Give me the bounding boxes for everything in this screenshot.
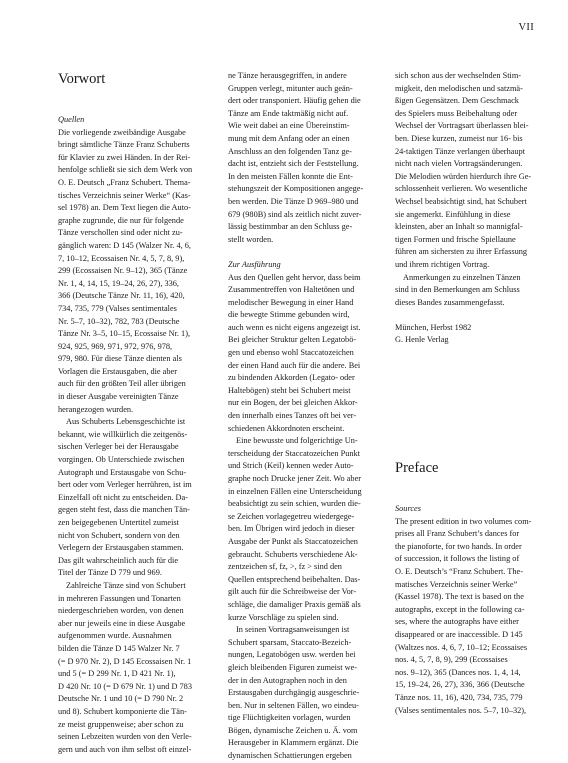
text-line: nos. 4, 5, 7, 8, 9), 299 (Ecossaises bbox=[395, 655, 508, 665]
text-line: ses, where the autographs have either bbox=[395, 617, 519, 627]
text-line: nicht nach vielen Vortragsänderungen. bbox=[395, 159, 523, 169]
text-line: auch für den größten Teil aller übrigen bbox=[58, 379, 186, 389]
text-line: In den meisten Fällen konnte die Ent- bbox=[228, 171, 353, 181]
text-line: Zusammentreffen von Haltetönen und bbox=[228, 285, 355, 295]
text-line: 734, 735, 779 (Valses sentimentales bbox=[58, 303, 177, 313]
text-line: und 5 (= D 299 Nr. 1, D 421 Nr. 1), bbox=[58, 669, 176, 679]
text-line: the pianoforte, for two hands. In order bbox=[395, 541, 522, 551]
paragraph bbox=[58, 127, 218, 417]
paragraph bbox=[228, 435, 388, 624]
text-line: nos. 9–12), 365 (Dances nos. 1, 4, 14, bbox=[395, 667, 521, 677]
paragraph bbox=[395, 516, 555, 718]
text-line: schlossenheit verlieren. Wo wesentliche bbox=[395, 184, 528, 194]
text-line: Quellen entsprechend beibehalten. Das- bbox=[228, 574, 361, 584]
text-line: Deutsche Nr. 1 und 10 (= D 790 Nr. 2 bbox=[58, 694, 184, 704]
text-line: disappeared or are inaccessible. D 145 bbox=[395, 630, 523, 639]
text-line: (= D 970 Nr. 2), D 145 Ecossaisen Nr. 1 bbox=[58, 656, 192, 666]
text-line: graphe noch Drucke jener Zeit. Wo aber bbox=[228, 474, 362, 483]
text-line: henfolge schließt sie sich dem Werk von bbox=[58, 165, 193, 175]
text-line: Wechsel der Vortragsart überlassen blei- bbox=[395, 121, 529, 131]
text-line: ben. Nur in seltenen Fällen, wo eindeu- bbox=[228, 700, 359, 710]
text-line: gern und auch von ihm selbst oft einzel- bbox=[58, 744, 192, 754]
text-line: nicht von Schubert, sondern von den bbox=[58, 530, 180, 540]
text-line: schläge, die damaliger Praxis gemäß als bbox=[228, 599, 361, 609]
text-line: ben. Diese kurzen, zumeist nur 16- bis bbox=[395, 133, 523, 143]
text-line: bilden die Tänze D 145 Walzer Nr. 7 bbox=[58, 643, 180, 653]
text-line: Wie weit dabei an eine Übereinstim- bbox=[228, 121, 350, 131]
paragraph bbox=[58, 416, 218, 580]
signature-place: München, Herbst 1982 bbox=[395, 322, 472, 332]
text-line: melodischer Bewegung in einer Hand bbox=[228, 297, 354, 307]
text-line: sich schon aus der wechselnden Stim- bbox=[395, 71, 522, 80]
text-line: auch wenn es nicht eigens angezeigt ist. bbox=[228, 322, 361, 332]
text-line: prises all Franz Schubert’s dances for bbox=[395, 529, 520, 539]
text-line: (Valses sentimentales nos. 5–7, 10–32), bbox=[395, 705, 527, 715]
text-line: tige Flüchtigkeiten vorlagen, wurden bbox=[228, 713, 351, 723]
column-1 bbox=[58, 70, 218, 756]
text-line: nur ein Bogen, der bei gleichen Akkor- bbox=[228, 398, 358, 408]
text-line: tigen Formen und frische Spiellaune bbox=[395, 234, 516, 244]
text-line: Wechsel beabsichtigt sind, hat Schubert bbox=[395, 196, 527, 206]
text-line: Anschluss an den folgenden Tanz ge- bbox=[228, 146, 352, 156]
text-line: der einen Hand auch für die andere. Bei bbox=[228, 360, 361, 370]
text-line: graphe zugrunde, die nur für folgende bbox=[58, 215, 184, 225]
text-line: 366 (Deutsche Tänze Nr. 11, 16), 420, bbox=[58, 291, 185, 301]
text-line: ze meist gruppenweise; aber schon zu bbox=[58, 719, 184, 729]
text-line: Bögen, dynamische Zeichen u. Ä. vom bbox=[228, 725, 358, 735]
text-line: zen beigegebenen Untertitel zumeist bbox=[58, 518, 179, 527]
text-line: ben werden. Die Tänze D 969–980 und bbox=[228, 196, 359, 206]
text-line: O. E. Deutsch „Franz Schubert. Thema- bbox=[58, 177, 191, 187]
text-line: 979, 980. Für diese Tänze dienten als bbox=[58, 354, 182, 364]
text-line: Aus Schuberts Lebensgeschichte ist bbox=[66, 417, 186, 427]
text-line: herangezogen wurden. bbox=[58, 404, 134, 414]
text-line: Schubert sparsam, Staccato-Bezeich- bbox=[228, 637, 352, 647]
heading-preface: Preface bbox=[395, 460, 439, 477]
text-line: dacht ist, entzieht sich der Feststellung. bbox=[228, 159, 359, 169]
text-line: gen und ebenso wohl Staccatozeichen bbox=[228, 348, 354, 358]
text-line: 15, 19–24, 26, 27), 336, 366 (Deutsche bbox=[395, 680, 525, 690]
text-line: Erstausgaben durchgängig ausgeschrie- bbox=[228, 688, 360, 698]
text-line: ne Tänze herausgegriffen, in andere bbox=[228, 71, 347, 80]
text-line: die bewegte Stimme gebunden wird, bbox=[228, 310, 350, 320]
text-line: dert oder transponiert. Häufig gehen die bbox=[228, 96, 361, 106]
text-line: 7, 10–12, Ecossaisen Nr. 4, 5, 7, 8, 9), bbox=[58, 253, 185, 263]
page-number: VII bbox=[518, 22, 534, 33]
text-line: Die vorliegende zweibändige Ausgabe bbox=[58, 127, 186, 137]
text-line: Tänze verschollen sind oder nicht zu- bbox=[58, 228, 183, 238]
text-line: Haltebögen) steht bei Schubert meist bbox=[228, 385, 351, 395]
text-line: 679 (980B) sind als zeitlich nicht zuver- bbox=[228, 209, 362, 219]
text-line: bert oder vom Verleger herrühren, ist im bbox=[58, 480, 192, 490]
text-line: autographs, except in the following ca- bbox=[395, 604, 525, 614]
text-line: nungen, Legatobögen usw. werden bei bbox=[228, 650, 356, 660]
text-line: für Klavier zu zwei Händen. In der Rei- bbox=[58, 152, 191, 162]
text-line: sel 1978) an. Dem Text liegen die Auto- bbox=[58, 203, 191, 213]
text-line: und Strich (Keil) kennen weder Auto- bbox=[228, 461, 354, 471]
text-line: Nr. 1, 4, 14, 15, 19–24, 26, 27), 336, bbox=[58, 278, 179, 288]
heading-vorwort: Vorwort bbox=[58, 71, 106, 87]
text-line: matisches Verzeichnis seiner Werke” bbox=[395, 579, 518, 589]
text-line: in einzelnen Fällen eine Unterscheidung bbox=[228, 486, 362, 496]
text-line: gegen steht fest, dass die manchen Tän- bbox=[58, 505, 190, 515]
text-line: Anmerkungen zu einzelnen Tänzen bbox=[403, 272, 521, 282]
text-line: terscheidung der Staccatozeichen Punkt bbox=[228, 448, 361, 458]
text-line: se Zeichen vorlagegetreu wiedergege- bbox=[228, 511, 355, 521]
paragraph bbox=[228, 70, 388, 246]
text-line: kurze Vorschläge zu spielen sind. bbox=[228, 612, 339, 622]
text-line: in mehreren Fassungen und Tonarten bbox=[58, 593, 181, 603]
text-line: 24-taktigen Tänze verlangen überhaupt bbox=[395, 146, 526, 156]
text-line: gebraucht. Schuberts verschiedene Ak- bbox=[228, 549, 358, 559]
text-line: seinen Lebzeiten wurden von den Verle- bbox=[58, 732, 192, 742]
text-line: 299 (Ecossaisen Nr. 9–12), 365 (Tänze bbox=[58, 266, 188, 276]
text-line: (Kassel 1978). The text is based on the bbox=[395, 592, 524, 602]
text-line: führen am sichersten zu ihrer Erfassung bbox=[395, 247, 528, 257]
text-line: Ausgabe der Punkt als Staccatozeichen bbox=[228, 536, 358, 546]
text-line: der in den Autographen noch in den bbox=[228, 675, 347, 685]
text-line: zu bindenden Akkorden (Legato- oder bbox=[228, 373, 355, 383]
text-line: dieses Bandes zusammengefasst. bbox=[395, 297, 505, 307]
paragraph bbox=[228, 272, 388, 436]
paragraph bbox=[228, 624, 388, 763]
text-line: tisches Verzeichnis seiner Werke“ (Kas- bbox=[58, 190, 191, 200]
text-line: Eine bewusste und folgerichtige Un- bbox=[236, 436, 358, 446]
text-line: niedergeschrieben worden, von denen bbox=[58, 606, 184, 616]
text-line: vorgingen. Ob Unterschiede zwischen bbox=[58, 455, 185, 465]
text-line: bringt sämtliche Tänze Franz Schuberts bbox=[58, 140, 190, 150]
text-line: mung mit dem Anfang oder an einen bbox=[228, 133, 350, 143]
text-line: Aus den Quellen geht hervor, dass beim bbox=[228, 272, 361, 282]
text-line: lässig bestimmbar an den Schluss ge- bbox=[228, 222, 353, 232]
column-3 bbox=[395, 70, 555, 717]
text-line: migkeit, den melodischen und satzmä- bbox=[395, 83, 523, 93]
text-line: Nr. 5–7, 10–32), 782, 783 (Deutsche bbox=[58, 316, 180, 326]
text-line: stehungszeit der Kompositionen angege- bbox=[228, 184, 364, 194]
text-line: aufgenommen wurde. Ausnahmen bbox=[58, 631, 172, 641]
text-line: D 420 Nr. 10 (= D 679 Nr. 1) und D 783 bbox=[58, 681, 192, 691]
text-line: Die Melodien würden hierdurch ihre Ge- bbox=[395, 171, 532, 181]
text-line: sie angemerkt. Einfühlung in diese bbox=[395, 209, 511, 219]
text-line: zentzeichen sf, fz, >, fz > sind den bbox=[228, 562, 342, 572]
text-line: Das gilt wahrscheinlich auch für die bbox=[58, 555, 179, 565]
text-line: Bei gleicher Struktur gelten Legatobö- bbox=[228, 335, 357, 345]
text-line: sind in den Bemerkungen am Schluss bbox=[395, 285, 520, 295]
text-line: ben. Im Übrigen wird jedoch in dieser bbox=[228, 524, 355, 534]
subheading-ausfuehrung: Zur Ausführung bbox=[228, 259, 281, 269]
text-line: des Spielers muss Beibehaltung oder bbox=[395, 108, 518, 118]
text-line: und 8). Schubert komponierte die Tän- bbox=[58, 706, 187, 716]
text-line: bekannt, wie willkürlich die zeitgenös- bbox=[58, 429, 188, 439]
text-line: Einzelfall oft nicht zu entscheiden. Da- bbox=[58, 492, 188, 502]
text-line: schiedenen Akkordnoten erscheint. bbox=[228, 423, 345, 433]
text-line: The present edition in two volumes com- bbox=[395, 516, 532, 526]
text-line: Zahlreiche Tänze sind von Schubert bbox=[66, 580, 186, 590]
text-line: gleich bleibenden Figuren zumeist we- bbox=[228, 662, 358, 672]
text-line: sischen Verleger bei der Herausgabe bbox=[58, 442, 179, 452]
text-line: dynamischen Schattierungen ergeben bbox=[228, 751, 352, 761]
text-line: ßigen Gegensätzen. Dem Geschmack bbox=[395, 96, 519, 106]
column-2 bbox=[228, 70, 388, 763]
text-line: (Waltzes nos. 4, 6, 7, 10–12; Ecossaises bbox=[395, 642, 528, 652]
text-line: und ihrem richtigen Vortrag. bbox=[395, 259, 490, 269]
paragraph bbox=[395, 70, 555, 272]
text-line: Verlegern der Erstausgaben stammen. bbox=[58, 543, 184, 553]
text-line: 924, 925, 969, 971, 972, 976, 978, bbox=[58, 341, 173, 351]
text-line: In seinen Vortragsanweisungen ist bbox=[236, 625, 350, 635]
text-line: in dieser Ausgabe vereinigten Tänze bbox=[58, 392, 179, 402]
text-line: of succession, it follows the listing of bbox=[395, 554, 520, 564]
text-line: Titel der Tänze D 779 und 969. bbox=[58, 568, 162, 578]
text-line: stellt worden. bbox=[228, 234, 274, 244]
text-line: Tänze Nr. 3–5, 10–15, Ecossaise Nr. 1), bbox=[58, 329, 191, 339]
text-line: gilt auch für die Schreibweise der Vor- bbox=[228, 587, 357, 597]
signature-name: G. Henle Verlag bbox=[395, 335, 449, 345]
subheading-quellen: Quellen bbox=[58, 115, 85, 124]
text-line: Tänze am Ende taktmäßig nicht auf. bbox=[228, 108, 349, 118]
text-line: Vorlagen die Erstausgaben, die aber bbox=[58, 366, 177, 376]
text-line: Autograph und Erstausgabe von Schu- bbox=[58, 467, 187, 477]
text-line: O. E. Deutsch’s “Franz Schubert. The- bbox=[395, 567, 523, 577]
subheading-sources: Sources bbox=[395, 504, 421, 514]
text-line: Herausgeber in Klammern ergänzt. Die bbox=[228, 738, 359, 748]
text-line: den innerhalb eines Tanzes oft bei ver- bbox=[228, 411, 357, 421]
text-line: aber nur jeweils eine in diese Ausgabe bbox=[58, 618, 186, 628]
text-line: gänglich waren: D 145 (Walzer Nr. 4, 6, bbox=[58, 240, 191, 250]
text-line: Gruppen verlegt, mitunter auch geän- bbox=[228, 83, 353, 93]
text-line: Tänze nos. 11, 16), 420, 734, 735, 779 bbox=[395, 692, 523, 702]
paragraph bbox=[395, 272, 555, 310]
text-line: kleinsten, aber an Inhalt so mannigfal- bbox=[395, 222, 523, 232]
paragraph bbox=[58, 580, 218, 756]
text-line: beabsichtigt zu sein schien, wurden die- bbox=[228, 499, 361, 509]
